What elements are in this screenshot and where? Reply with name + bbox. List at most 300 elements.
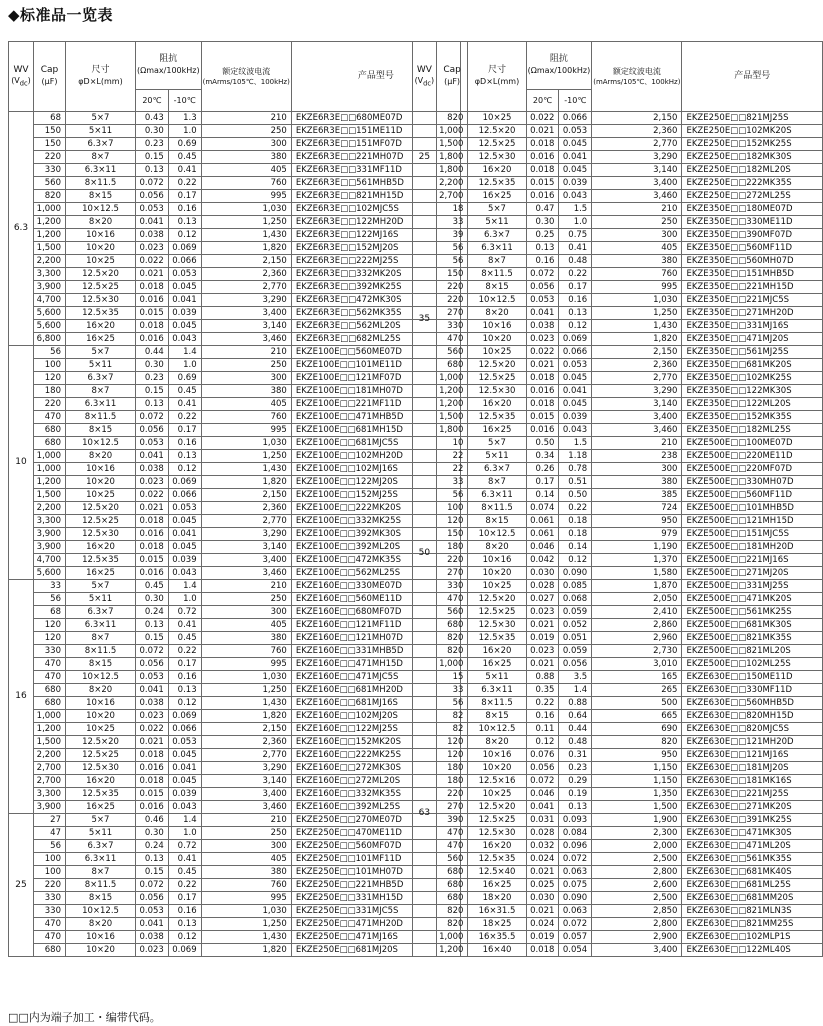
size-cell: 6.3×11 — [468, 242, 526, 255]
part-number-cell: EKZE500E□□151MJC5S — [682, 528, 823, 541]
part-number-cell: EKZE630E□□561MK35S — [682, 853, 823, 866]
part-number-cell: EKZE630E□□150ME11D — [682, 671, 823, 684]
part-number-cell: EKZE500E□□220MF07D — [682, 463, 823, 476]
impedance-20-cell: 0.015 — [136, 307, 169, 320]
impedance-20-cell: 0.018 — [136, 749, 169, 762]
size-cell: 6.3×7 — [468, 463, 526, 476]
ripple-cell: 300 — [201, 372, 291, 385]
cap-cell: 180 — [436, 775, 468, 788]
part-number-cell: EKZE6R3E□□331MF11D — [291, 164, 460, 177]
part-number-cell: EKZE630E□□681ML25S — [682, 879, 823, 892]
cap-cell: 2,700 — [34, 762, 66, 775]
impedance-20-cell: 0.053 — [136, 437, 169, 450]
part-number-cell: EKZE6R3E□□221MH07D — [291, 151, 460, 164]
impedance-20-cell: 0.041 — [136, 918, 169, 931]
table-row — [413, 489, 823, 502]
size-cell: 5×7 — [66, 580, 136, 593]
size-cell: 12.5×35 — [66, 554, 136, 567]
ripple-cell: 250 — [201, 359, 291, 372]
ripple-cell: 3,400 — [592, 177, 682, 190]
cap-cell: 2,700 — [34, 775, 66, 788]
part-number-cell: EKZE630E□□821MLN3S — [682, 905, 823, 918]
table-row — [9, 866, 461, 879]
table-row — [413, 255, 823, 268]
impedance-minus10-cell: 0.22 — [168, 177, 201, 190]
part-number-cell: EKZE630E□□271MK20S — [682, 801, 823, 814]
size-cell: 12.5×35 — [468, 177, 526, 190]
cap-cell: 22 — [436, 463, 468, 476]
part-number-cell: EKZE500E□□101MHB5D — [682, 502, 823, 515]
cap-cell: 270 — [436, 801, 468, 814]
part-number-cell: EKZE500E□□100ME07D — [682, 437, 823, 450]
cap-cell: 1,200 — [34, 476, 66, 489]
part-number-cell: EKZE350E□□330ME11D — [682, 216, 823, 229]
size-cell: 10×25 — [66, 255, 136, 268]
ripple-cell: 2,770 — [201, 515, 291, 528]
impedance-20-cell: 0.30 — [526, 216, 559, 229]
wv-header: WV $(V_{dc})$ — [413, 42, 437, 112]
table-row — [413, 801, 823, 814]
ripple-cell: 1,250 — [592, 307, 682, 320]
impedance-20-cell: 0.023 — [136, 944, 169, 957]
cap-cell: 3,900 — [34, 528, 66, 541]
ripple-cell: 760 — [201, 411, 291, 424]
part-number-cell: EKZE100E□□472MK35S — [291, 554, 460, 567]
ripple-cell: 3,400 — [592, 411, 682, 424]
impedance-20-cell: 0.16 — [526, 710, 559, 723]
ripple-cell: 2,900 — [592, 931, 682, 944]
cap-cell: 470 — [436, 827, 468, 840]
impedance-minus10-cell: 1.4 — [168, 814, 201, 827]
part-number-cell: EKZE630E□□181MK16S — [682, 775, 823, 788]
impedance-minus10-cell: 0.069 — [168, 710, 201, 723]
table-row — [9, 190, 461, 203]
impedance-20-cell: 0.17 — [526, 476, 559, 489]
ripple-cell: 2,850 — [592, 905, 682, 918]
size-cell: 10×20 — [468, 567, 526, 580]
impedance-minus10-cell: 0.17 — [168, 190, 201, 203]
cap-cell: 120 — [34, 372, 66, 385]
cap-cell: 680 — [34, 424, 66, 437]
ripple-cell: 3,140 — [592, 398, 682, 411]
impedance-minus10-cell: 0.041 — [559, 385, 592, 398]
table-row — [413, 372, 823, 385]
impedance-header-unit: (Ωmax/100kHz) — [527, 65, 591, 75]
ripple-cell: 3,460 — [201, 567, 291, 580]
impedance-minus10-cell: 0.090 — [559, 567, 592, 580]
part-number-cell: EKZE100E□□102MJ16S — [291, 463, 460, 476]
part-number-cell: EKZE500E□□121MH15D — [682, 515, 823, 528]
table-row — [413, 866, 823, 879]
ripple-cell: 1,820 — [201, 710, 291, 723]
part-number-cell: EKZE100E□□101ME11D — [291, 359, 460, 372]
ripple-cell: 2,730 — [592, 645, 682, 658]
ripple-cell: 405 — [201, 398, 291, 411]
part-number-cell: EKZE500E□□220ME11D — [682, 450, 823, 463]
impedance-20-cell: 0.038 — [526, 320, 559, 333]
ripple-cell: 2,410 — [592, 606, 682, 619]
impedance-header — [136, 42, 202, 90]
cap-cell: 68 — [34, 606, 66, 619]
cap-cell: 330 — [34, 164, 66, 177]
part-number-cell: EKZE630E□□820MH15D — [682, 710, 823, 723]
cap-cell: 220 — [34, 151, 66, 164]
cap-cell: 1,000 — [34, 203, 66, 216]
table-row — [9, 606, 461, 619]
part-number-cell: EKZE350E□□221MH15D — [682, 281, 823, 294]
ripple-cell: 300 — [592, 463, 682, 476]
cap-cell: 33 — [436, 216, 468, 229]
size-cell: 6.3×11 — [468, 684, 526, 697]
table-row — [413, 268, 823, 281]
table-row — [9, 307, 461, 320]
part-number-cell: EKZE160E□□392ML25S — [291, 801, 460, 814]
cap-cell: 1,500 — [436, 411, 468, 424]
impedance-20-cell: 0.072 — [526, 268, 559, 281]
ripple-cell: 2,360 — [201, 736, 291, 749]
impedance-20-cell: 0.023 — [136, 710, 169, 723]
cap-cell: 680 — [34, 684, 66, 697]
ripple-cell: 1,350 — [592, 788, 682, 801]
part-number-cell: EKZE160E□□330ME07D — [291, 580, 460, 593]
impedance-20-cell: 0.13 — [526, 242, 559, 255]
ripple-cell: 1,430 — [201, 463, 291, 476]
ripple-cell: 405 — [201, 853, 291, 866]
impedance-20-cell: 0.15 — [136, 866, 169, 879]
ripple-cell: 380 — [592, 476, 682, 489]
ripple-cell: 2,150 — [201, 255, 291, 268]
size-cell: 12.5×20 — [66, 736, 136, 749]
size-cell: 10×25 — [66, 489, 136, 502]
part-number-cell: EKZE6R3E□□561MHB5D — [291, 177, 460, 190]
size-cell: 6.3×7 — [468, 229, 526, 242]
impedance-20-cell: 0.021 — [526, 866, 559, 879]
wv-cell: 35 — [413, 203, 437, 437]
table-row — [9, 671, 461, 684]
part-number-cell: EKZE350E□□271MH20D — [682, 307, 823, 320]
impedance-minus10-cell: 0.041 — [168, 528, 201, 541]
size-cell: 12.5×30 — [468, 385, 526, 398]
part-number-cell: EKZE630E□□122ML40S — [682, 944, 823, 957]
table-row — [413, 619, 823, 632]
table-row — [413, 294, 823, 307]
cap-cell: 220 — [436, 281, 468, 294]
table-row — [413, 177, 823, 190]
part-number-cell: EKZE350E□□221MJC5S — [682, 294, 823, 307]
size-cell: 6.3×11 — [66, 164, 136, 177]
table-row — [413, 229, 823, 242]
part-number-cell: EKZE630E□□681MM20S — [682, 892, 823, 905]
ripple-cell: 1,820 — [592, 333, 682, 346]
impedance-minus10-cell: 0.16 — [168, 203, 201, 216]
ripple-cell: 250 — [201, 593, 291, 606]
impedance-20-cell: 0.053 — [136, 905, 169, 918]
size-cell: 6.3×11 — [468, 489, 526, 502]
ripple-cell: 3,140 — [592, 164, 682, 177]
cap-cell: 1,200 — [436, 385, 468, 398]
ripple-cell: 3,400 — [201, 554, 291, 567]
impedance-minus10-cell: 0.13 — [168, 918, 201, 931]
impedance-minus10-cell: 0.045 — [168, 515, 201, 528]
impedance-20-cell: 0.056 — [136, 658, 169, 671]
cap-cell: 270 — [436, 567, 468, 580]
table-row — [413, 476, 823, 489]
cap-cell: 330 — [436, 320, 468, 333]
table-row — [9, 775, 461, 788]
impedance-minus10-cell: 0.051 — [559, 632, 592, 645]
part-number-cell: EKZE500E□□561MK25S — [682, 606, 823, 619]
cap-header-unit: (μF) — [41, 76, 58, 86]
size-cell: 12.5×25 — [468, 814, 526, 827]
table-row — [413, 502, 823, 515]
part-number-cell: EKZE6R3E□□152MJ20S — [291, 242, 460, 255]
part-number-cell: EKZE100E□□562ML25S — [291, 567, 460, 580]
ripple-cell: 2,800 — [592, 918, 682, 931]
impedance-minus10-cell: 0.045 — [168, 749, 201, 762]
cap-cell: 220 — [34, 879, 66, 892]
size-cell: 8×20 — [66, 216, 136, 229]
temp-20-header: 20℃ — [136, 90, 169, 112]
impedance-20-cell: 0.053 — [136, 671, 169, 684]
impedance-minus10-cell: 0.64 — [559, 710, 592, 723]
ripple-cell: 3,400 — [592, 944, 682, 957]
size-cell: 10×12.5 — [66, 671, 136, 684]
ripple-cell: 300 — [201, 840, 291, 853]
table-row — [9, 437, 461, 450]
impedance-minus10-cell: 0.41 — [168, 398, 201, 411]
part-number-cell: EKZE350E□□560MF11D — [682, 242, 823, 255]
impedance-minus10-cell: 0.039 — [168, 788, 201, 801]
size-cell: 5×7 — [468, 203, 526, 216]
table-row — [9, 164, 461, 177]
impedance-20-cell: 0.023 — [526, 645, 559, 658]
size-cell: 8×11.5 — [66, 879, 136, 892]
impedance-20-cell: 0.038 — [136, 697, 169, 710]
wv-cell: 25 — [413, 112, 437, 203]
ripple-cell: 995 — [592, 281, 682, 294]
impedance-minus10-cell: 0.045 — [559, 398, 592, 411]
table-row — [9, 892, 461, 905]
cap-cell: 2,200 — [34, 255, 66, 268]
size-cell: 10×25 — [66, 723, 136, 736]
cap-cell: 120 — [436, 515, 468, 528]
impedance-20-cell: 0.13 — [136, 164, 169, 177]
part-number-cell: EKZE630E□□221MJ25S — [682, 788, 823, 801]
impedance-minus10-cell: 0.16 — [559, 294, 592, 307]
ripple-cell: 1,190 — [592, 541, 682, 554]
table-row — [9, 840, 461, 853]
impedance-20-cell: 0.018 — [526, 164, 559, 177]
cap-cell: 82 — [436, 710, 468, 723]
part-number-cell: EKZE350E□□151MHB5D — [682, 268, 823, 281]
size-cell: 12.5×25 — [468, 606, 526, 619]
size-cell: 12.5×20 — [468, 359, 526, 372]
impedance-20-cell: 0.072 — [136, 177, 169, 190]
ripple-cell: 3,140 — [201, 320, 291, 333]
impedance-20-cell: 0.053 — [136, 203, 169, 216]
size-cell: 16×20 — [468, 645, 526, 658]
part-number-cell: EKZE350E□□122ML20S — [682, 398, 823, 411]
table-row — [9, 489, 461, 502]
size-cell: 12.5×35 — [66, 307, 136, 320]
wv-cell: 16 — [9, 580, 34, 814]
wv-cell: 10 — [9, 346, 34, 580]
cap-cell: 470 — [34, 931, 66, 944]
cap-cell: 1,500 — [34, 489, 66, 502]
size-cell: 5×11 — [66, 827, 136, 840]
part-number-cell: EKZE100E□□681MH15D — [291, 424, 460, 437]
size-cell: 8×11.5 — [468, 502, 526, 515]
table-row — [413, 593, 823, 606]
cap-cell: 47 — [34, 827, 66, 840]
cap-cell: 680 — [34, 437, 66, 450]
ripple-cell: 2,770 — [592, 138, 682, 151]
impedance-20-cell: 0.016 — [136, 333, 169, 346]
impedance-20-cell: 0.023 — [136, 242, 169, 255]
cap-cell: 39 — [436, 229, 468, 242]
impedance-minus10-cell: 0.056 — [559, 658, 592, 671]
impedance-20-cell: 0.021 — [526, 619, 559, 632]
cap-cell: 68 — [34, 112, 66, 125]
table-row — [9, 931, 461, 944]
impedance-minus10-cell: 0.41 — [168, 853, 201, 866]
impedance-minus10-cell: 0.12 — [168, 697, 201, 710]
part-number-cell: EKZE250E□□331MJC5S — [291, 905, 460, 918]
impedance-minus10-cell: 0.13 — [168, 450, 201, 463]
impedance-minus10-cell: 0.18 — [559, 515, 592, 528]
impedance-minus10-cell: 0.14 — [559, 541, 592, 554]
impedance-minus10-cell: 0.12 — [559, 320, 592, 333]
part-number-cell: EKZE250E□□101MF11D — [291, 853, 460, 866]
impedance-20-cell: 0.072 — [136, 411, 169, 424]
impedance-minus10-cell: 1.4 — [559, 684, 592, 697]
ripple-cell: 760 — [201, 645, 291, 658]
ripple-cell: 3,140 — [201, 541, 291, 554]
part-number-cell: EKZE6R3E□□562MK35S — [291, 307, 460, 320]
cap-cell: 220 — [436, 788, 468, 801]
impedance-minus10-cell: 0.069 — [168, 944, 201, 957]
impedance-minus10-cell: 0.22 — [559, 502, 592, 515]
table-row — [9, 762, 461, 775]
size-cell: 8×20 — [468, 736, 526, 749]
impedance-20-cell: 0.022 — [526, 112, 559, 125]
ripple-cell: 250 — [201, 125, 291, 138]
ripple-cell: 500 — [592, 697, 682, 710]
impedance-minus10-cell: 0.69 — [168, 372, 201, 385]
part-number-cell: EKZE250E□□331MH15D — [291, 892, 460, 905]
ripple-cell: 265 — [592, 684, 682, 697]
ripple-cell: 3,290 — [592, 151, 682, 164]
impedance-minus10-cell: 0.45 — [168, 151, 201, 164]
ripple-cell: 1,030 — [201, 437, 291, 450]
part-number-cell: EKZE630E□□471MK30S — [682, 827, 823, 840]
table-row — [413, 918, 823, 931]
table-row — [9, 476, 461, 489]
size-cell: 16×20 — [468, 398, 526, 411]
table-row — [413, 554, 823, 567]
ripple-cell: 995 — [201, 892, 291, 905]
size-cell: 10×12.5 — [468, 294, 526, 307]
table-row — [413, 242, 823, 255]
part-number-cell: EKZE500E□□560MF11D — [682, 489, 823, 502]
part-number-cell: EKZE100E□□121MF07D — [291, 372, 460, 385]
part-number-cell: EKZE250E□□102MK20S — [682, 125, 823, 138]
ripple-cell: 950 — [592, 515, 682, 528]
cap-cell: 560 — [436, 606, 468, 619]
impedance-minus10-cell: 0.072 — [559, 918, 592, 931]
cap-cell: 56 — [436, 255, 468, 268]
size-cell: 12.5×20 — [468, 125, 526, 138]
part-number-cell: EKZE6R3E□□682ML25S — [291, 333, 460, 346]
size-cell: 10×20 — [66, 944, 136, 957]
size-cell: 8×15 — [66, 190, 136, 203]
size-cell: 12.5×35 — [468, 853, 526, 866]
ripple-cell: 2,050 — [592, 593, 682, 606]
part-number-cell: EKZE250E□□101MH07D — [291, 866, 460, 879]
impedance-20-cell: 0.26 — [526, 463, 559, 476]
table-row — [413, 931, 823, 944]
size-cell: 10×25 — [468, 788, 526, 801]
table-row — [413, 749, 823, 762]
size-cell: 5×11 — [66, 359, 136, 372]
impedance-minus10-cell: 1.0 — [168, 125, 201, 138]
table-row — [9, 242, 461, 255]
cap-cell: 150 — [436, 528, 468, 541]
part-number-cell: EKZE500E□□221MJ16S — [682, 554, 823, 567]
ripple-cell: 760 — [201, 879, 291, 892]
ripple-cell: 1,030 — [201, 905, 291, 918]
impedance-20-cell: 0.015 — [136, 788, 169, 801]
ripple-cell: 1,030 — [201, 671, 291, 684]
impedance-minus10-cell: 1.4 — [168, 580, 201, 593]
cap-cell: 470 — [34, 671, 66, 684]
impedance-minus10-cell: 0.053 — [559, 359, 592, 372]
impedance-20-cell: 0.16 — [526, 255, 559, 268]
part-number-cell: EKZE630E□□121MH20D — [682, 736, 823, 749]
impedance-minus10-cell: 0.17 — [559, 281, 592, 294]
size-cell: 16×25 — [468, 658, 526, 671]
part-number-cell: EKZE500E□□271MJ20S — [682, 567, 823, 580]
impedance-20-cell: 0.018 — [136, 281, 169, 294]
impedance-minus10-cell: 0.22 — [168, 645, 201, 658]
impedance-minus10-cell: 0.039 — [168, 307, 201, 320]
cap-cell: 1,800 — [436, 151, 468, 164]
cap-cell: 56 — [436, 489, 468, 502]
size-cell: 10×16 — [468, 320, 526, 333]
cap-cell: 4,700 — [34, 294, 66, 307]
cap-header — [436, 42, 468, 112]
size-cell: 8×11.5 — [66, 645, 136, 658]
part-number-cell: EKZE500E□□821ML20S — [682, 645, 823, 658]
table-row — [413, 671, 823, 684]
impedance-20-cell: 0.25 — [526, 229, 559, 242]
size-cell: 10×16 — [66, 697, 136, 710]
part-number-cell: EKZE630E□□821MM25S — [682, 918, 823, 931]
impedance-20-cell: 0.019 — [526, 931, 559, 944]
impedance-20-cell: 0.022 — [136, 255, 169, 268]
ripple-cell: 1,580 — [592, 567, 682, 580]
part-number-cell: EKZE250E□□152MK25S — [682, 138, 823, 151]
impedance-minus10-cell: 1.0 — [559, 216, 592, 229]
wv-header-label: WV — [13, 64, 29, 75]
size-cell: 8×11.5 — [468, 268, 526, 281]
cap-cell: 470 — [436, 593, 468, 606]
ripple-cell: 995 — [201, 190, 291, 203]
ripple-cell: 210 — [201, 346, 291, 359]
size-cell: 12.5×35 — [66, 788, 136, 801]
table-row — [9, 281, 461, 294]
size-cell: 10×16 — [66, 463, 136, 476]
